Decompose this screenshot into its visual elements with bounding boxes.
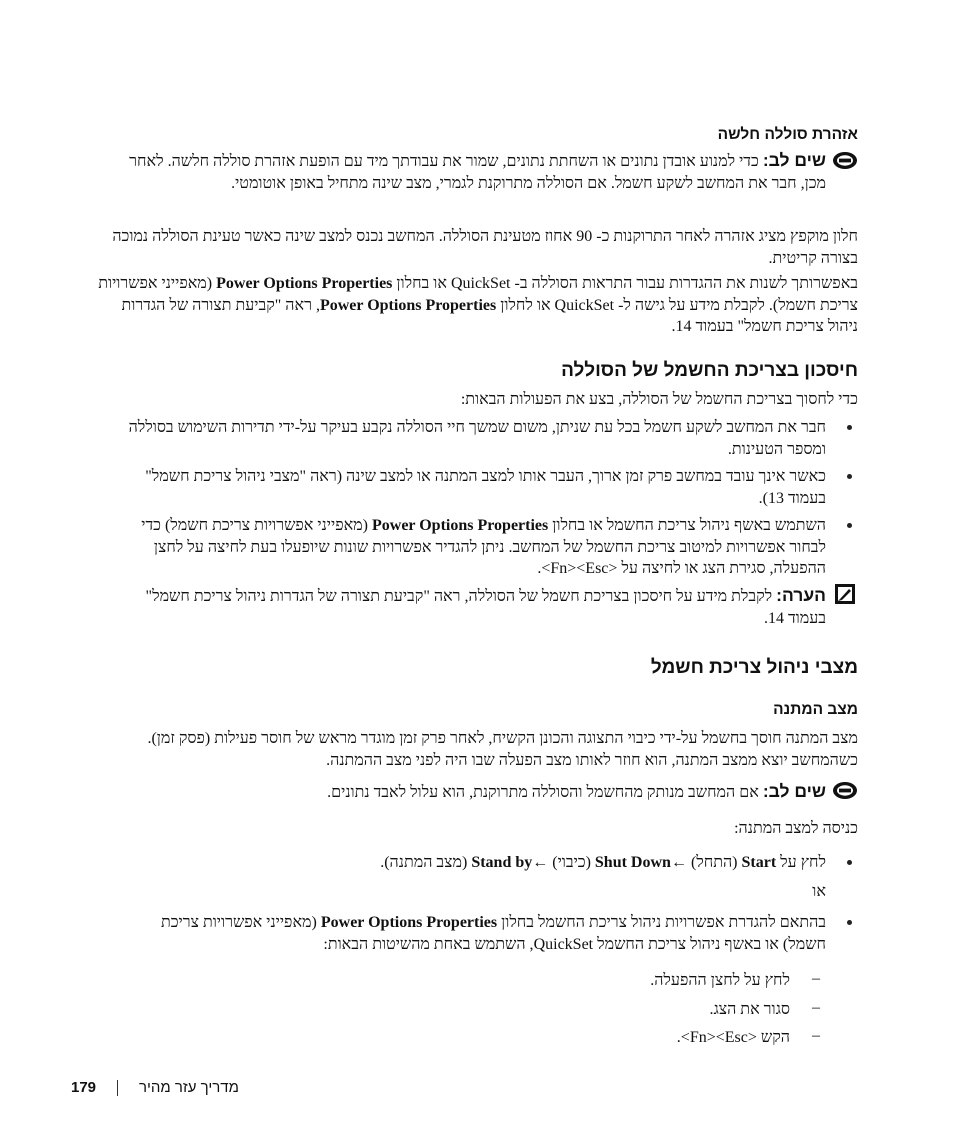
paragraph-settings [95,273,858,338]
caution-icon [832,781,858,800]
bullet [844,474,852,482]
heading-conserve: חיסכון בצריכת החשמל של הסוללה [561,360,858,381]
bullet [844,860,852,868]
sub-item-fn-esc: הקש <Fn><Esc>. [676,1029,790,1046]
or-label: או [812,883,826,900]
note-text: לקבלת מידע על חיסכון בצריכת חשמל של הסוללה, ראה "קביעת תצורה של הגדרות ניהול צריכת חשמל" בעמוד 14. [145,588,826,627]
conserve-bullet-2: כאשר אינך עובד במחשב פרק זמן ארוך, העבר אותו למצב המתנה או למצב שינה (ראה "מצבי ניהול צריכת חשמל" בעמוד 13). [145,468,826,507]
power-options-link: Power Options Properties [371,517,549,534]
text: השתמש באשף ניהול צריכת החשמל או בחלון [548,517,826,534]
caution-icon [832,151,858,170]
caution-label: שים לב: [762,150,826,170]
dash: – [812,970,820,987]
power-options-link: Power Options Properties [319,296,497,314]
text: (מצב המתנה). [380,854,472,871]
paragraph-popup: חלון מוקפץ מציג אזהרה לאחר התרוקנות כ- 90 אחוז מטעינת הסוללה. המחשב נכנס למצב שינה כאשר טעינת הסוללה נמוכה בצורה קריטית. [112,228,858,267]
sub-item-close-display: סגור את הצג. [709,1001,790,1018]
heading-battery-warning: אזהרת סוללה חלשה [717,126,858,143]
shut-down-text: Shut Down [594,854,671,871]
text: (מאפייני אפשרויות צריכת חשמל). לקבלת מידע על גישה ל- QuickSet או לחלון [98,275,858,314]
heading-power-modes: מצבי ניהול צריכת חשמל [650,657,858,678]
enter-standby-label: כניסה למצב המתנה: [734,820,858,837]
text: , ראה "קביעת תצורה של הגדרות ניהול צריכת חשמל" בעמוד 14. [121,296,858,335]
caution-standby [327,781,826,804]
stand-by-text: Stand by [471,854,533,871]
bullet [844,523,852,531]
standby-step-1 [380,852,826,874]
text: (מאפייני אפשרויות צריכת חשמל) או באשף ניהול צריכת החשמל QuickSet, השתמש באחת מהשיטות הבאות: [160,914,826,953]
standby-step-2 [115,912,826,955]
dash: – [812,1027,820,1044]
footer-divider [117,1080,118,1096]
power-options-link: Power Options Properties [216,275,393,292]
text: (התחל) ← [670,854,742,871]
text: (מאפייני אפשרויות צריכת חשמל) כדי לבחור אפשרויות למיטוב צריכת החשמל של המחשב. ניתן להגדיר אפשרויות שונות שיופעלו בעת לחיצה על לחצן ההפעלה, סגירת הצג או לחיצה על <Fn><Esc>. [141,517,826,577]
text: בהתאם להגדרת אפשרויות ניהול צריכת החשמל בחלון [497,914,826,931]
power-options-link: Power Options Properties [320,914,498,931]
note-conserve [105,585,826,629]
sub-item-power-button: לחץ על לחצן ההפעלה. [650,972,790,989]
bullet [844,425,852,433]
caution-text: אם המחשב מנותק מהחשמל והסוללה מתרוקנת, הוא עלול לאבד נתונים. [327,784,763,801]
text: לחץ על [776,854,826,871]
note-icon [834,583,856,605]
text: (כיבוי) ← [532,854,595,871]
start-menu-text: Start [741,854,777,871]
text: באפשרותך לשנות את ההגדרות עבור התראות הסוללה ב- QuickSet או בחלון [392,275,858,292]
conserve-intro: כדי לחסוך בצריכת החשמל של הסוללה, בצע את הפעולות הבאות: [460,391,858,408]
caution-text: כדי למנוע אובדן נתונים או השחתת נתונים, שמור את עבודתך מיד עם הופעת אזהרת סוללה חלשה. לאחר מכן, חבר את המחשב לשקע חשמל. אם הסוללה מתרוקנת לגמרי, מצב שינה מתחיל באופן אוטומטי. [129,153,826,192]
bullet [844,920,852,928]
page-number: 179 [71,1079,97,1096]
conserve-bullet-1: חבר את המחשב לשקע חשמל בכל עת שניתן, משום שמשך חיי הסוללה נקבע בעיקר על-ידי תדירות השימוש בסוללה ומספר הטעינות. [128,419,826,458]
caution-label: שים לב: [762,781,826,801]
note-label: הערה: [776,585,826,605]
caution-battery [120,150,826,194]
conserve-bullet-3 [110,515,826,580]
heading-standby: מצב המתנה [773,701,858,718]
footer-title: מדריך עזר מהיר [139,1079,239,1096]
standby-paragraph: מצב המתנה חוסך בחשמל על-ידי כיבוי התצוגה והכונן הקשיח, לאחר פרק זמן מוגדר מראש של חוסר פעילות (פסק זמן). כשהמחשב יוצא ממצב המתנה, הוא חוזר לאותו מצב הפעלה שבו היה לפני מצב ההמתנה. [147,730,858,769]
dash: – [812,999,820,1016]
